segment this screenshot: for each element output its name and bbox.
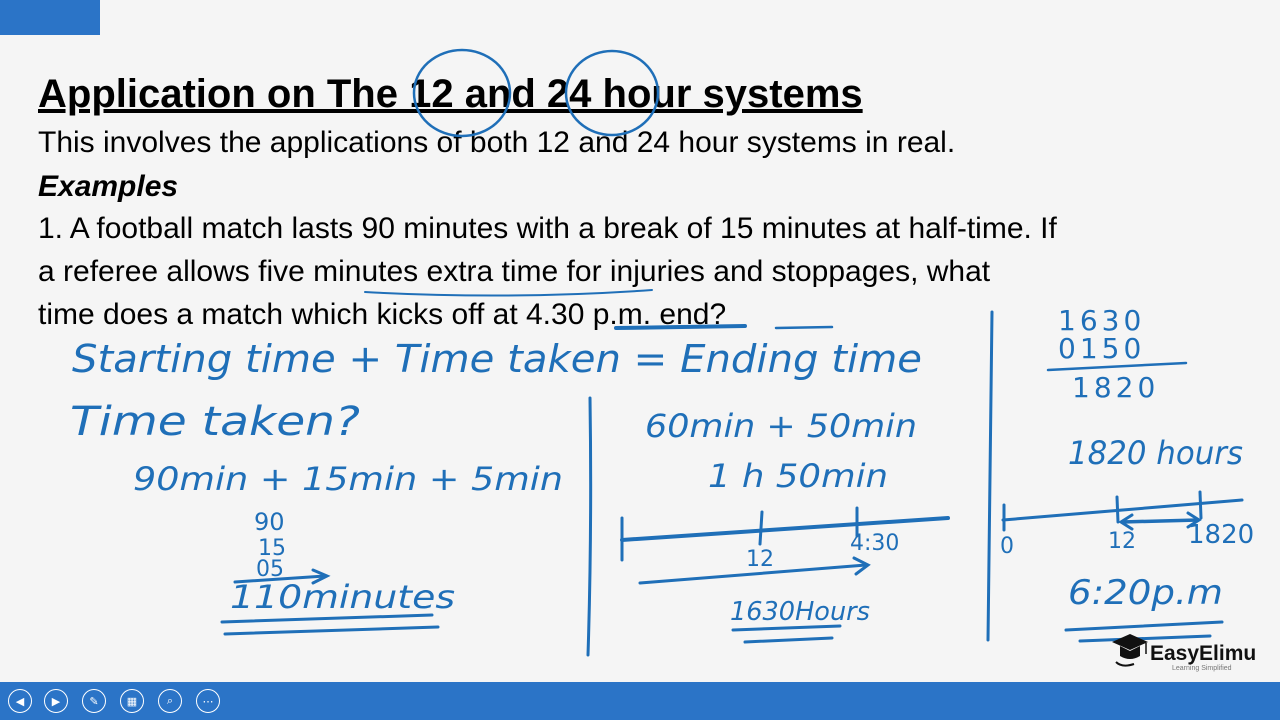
double-underline-1 (222, 615, 432, 622)
hw-formula: Starting time + Time taken = Ending time (72, 337, 922, 381)
pen-icon[interactable]: ✎ (82, 689, 106, 713)
easyelimu-logo (1108, 628, 1274, 678)
circle-24 (566, 51, 658, 135)
underline-extra-time (365, 290, 652, 296)
hw-calc-result: 1820 (1072, 371, 1160, 404)
hw-convert: 60min + 50min (645, 407, 917, 445)
underline-430 (616, 326, 745, 328)
slide-title: Application on The 12 and 24 hour systems (38, 72, 863, 116)
divider-1 (588, 398, 591, 655)
logo-name: EasyElimu (1150, 642, 1257, 665)
tick-right-1820 (1200, 492, 1201, 518)
tick-mid-12 (760, 512, 762, 544)
bracket-arrow (1122, 520, 1198, 522)
hw-tick-1820: 1820 (1188, 520, 1255, 550)
underline-end (776, 327, 832, 328)
tick-right-12 (1117, 497, 1118, 522)
examples-heading: Examples (38, 170, 179, 203)
hw-final-answer: 6:20p.m (1068, 573, 1223, 613)
divider-2 (988, 312, 992, 640)
double-underline-2 (225, 627, 438, 634)
question-line-2: a referee allows five minutes extra time for injuries and stoppages, what (38, 255, 991, 288)
hw-calc-top: 1630 (1058, 304, 1146, 337)
more-icon[interactable]: ⋯ (196, 689, 220, 713)
hw-addend-3: 05 (256, 557, 284, 582)
hw-sum-result: 110minutes (230, 578, 455, 616)
hw-tick-430: 4:30 (850, 531, 900, 556)
question-line-1: 1. A football match lasts 90 minutes with a break of 15 minutes at half-time. If (38, 212, 1057, 245)
hw-hours-mins: 1 h 50min (708, 457, 888, 495)
question-line-3: time does a match which kicks off at 4.30 p.m. end? (38, 298, 727, 331)
logo-tagline: Learning Simplified (1172, 665, 1232, 672)
hw-sum-expression: 90min + 15min + 5min (133, 460, 563, 498)
next-icon[interactable]: ▶ (44, 689, 68, 713)
intro-text: This involves the applications of both 12 and 24 hour systems in real. (38, 126, 956, 159)
hw-addend-2: 15 (258, 536, 286, 561)
underline-1630b (745, 638, 832, 642)
presentation-toolbar (0, 682, 1280, 720)
hw-tick-12: 12 (746, 547, 774, 572)
hw-result-hours: 1820 hours (1068, 434, 1243, 472)
hw-tick-0: 0 (1000, 534, 1014, 559)
hw-calc-add: 0150 (1058, 332, 1146, 365)
slides-icon[interactable]: ▦ (120, 689, 144, 713)
zoom-icon[interactable]: ⌕ (158, 689, 182, 713)
hw-time-taken-question: Time taken? (70, 399, 360, 445)
hw-result-24h: 1630Hours (730, 597, 870, 627)
number-line-right (1003, 500, 1242, 520)
circle-12 (414, 50, 510, 136)
prev-icon[interactable]: ◀ (8, 689, 32, 713)
hw-addend-1: 90 (254, 508, 285, 536)
graduation-cap-icon (1108, 628, 1152, 672)
hw-tick-right-12: 12 (1108, 529, 1136, 554)
